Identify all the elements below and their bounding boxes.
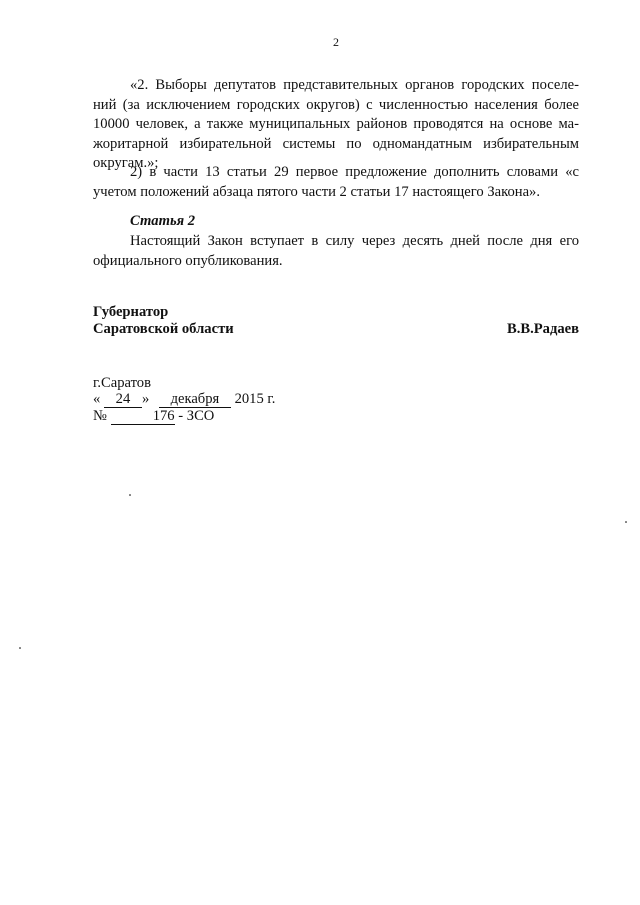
scan-speck <box>625 521 627 523</box>
date-year: 2015 г. <box>234 391 276 407</box>
scan-speck <box>19 647 21 649</box>
amendment-paragraph-quote <box>93 76 579 174</box>
footer-number <box>93 407 214 425</box>
article-2-text: Настоящий Закон вступает в силу через десять дней после дня его официального опубликования. <box>93 233 579 269</box>
footer-city: г.Саратов <box>93 375 151 391</box>
date-open-quote: « <box>93 391 101 407</box>
signature-block <box>93 320 579 339</box>
number-suffix: - ЗСО <box>178 408 215 424</box>
footer-date <box>93 390 275 408</box>
date-day: 24 <box>104 392 142 408</box>
page-number: 2 <box>333 35 339 49</box>
scan-speck <box>129 494 131 496</box>
date-month: декабря <box>159 392 231 408</box>
number-prefix: № <box>93 408 107 424</box>
number-value: 176 <box>111 409 175 425</box>
article-2-heading: Статья 2 <box>130 213 196 229</box>
article-2-body <box>93 232 579 271</box>
amendment-text: 2) в части 13 статьи 29 первое предложение дополнить словами «с учетом положений абзаца пятого части 2 статьи 17 настоящего Закона». <box>93 164 579 200</box>
signatory-name: В.В.Радаев <box>506 321 579 337</box>
date-close-quote: » <box>141 391 150 407</box>
amendment-paragraph-2 <box>93 163 579 202</box>
amendment-text: «2. Выборы депутатов представительных органов городских поселе-ний (за исключением городских округов) с численностью населения более 10000 человек, а также муниципальных районов проводятся на основе ма-жоритарной избирательной системы по одномандатным избирательным округам.»; <box>93 77 579 171</box>
signature-title-line-2: Саратовской области <box>93 321 234 337</box>
signature-title-line-1: Губернатор <box>93 304 169 320</box>
